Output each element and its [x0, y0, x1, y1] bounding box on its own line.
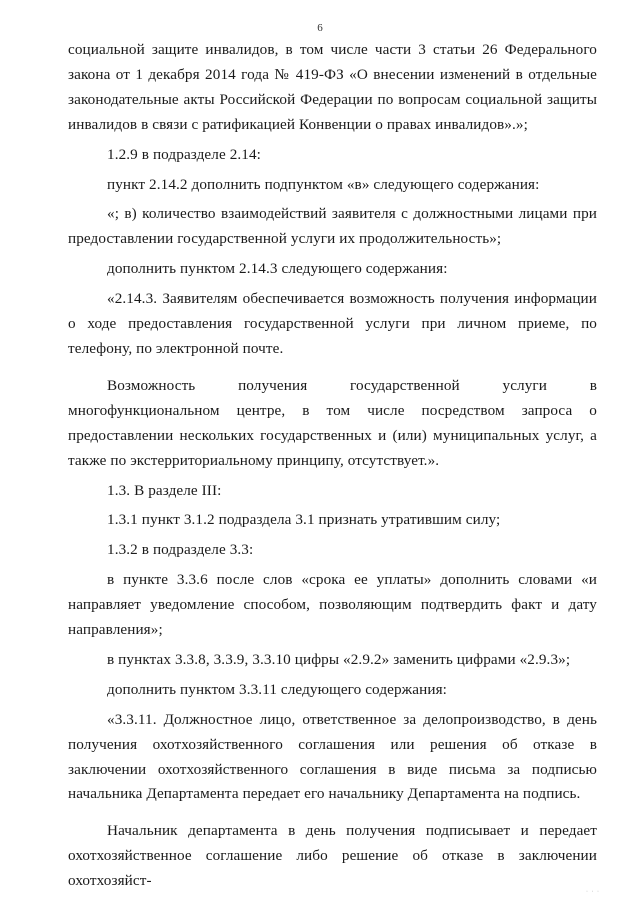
- paragraph-3-3-11: «3.3.11. Должностное лицо, ответственное за делопроизводство, в день получения охотхозяйственного соглашения или решения об отказе в заключении охотхозяйственного соглашения в виде письма за подписью начальника Департамента передает его начальнику Департамента на подпись.: [68, 710, 597, 803]
- paragraph-3-3-6: в пункте 3.3.6 после слов «срока ее уплаты» дополнить словами «и направляет уведомление способом, позволяющим подтвердить факт и дату направления»;: [68, 571, 597, 639]
- scan-artifact: · · ·: [586, 889, 600, 895]
- paragraph-2-14-3: «2.14.3. Заявителям обеспечивается возможность получения информации о ходе предоставления государственной услуги при личном приеме, по телефону, по электронной почте.: [68, 290, 597, 357]
- paragraph-1-3-1: 1.3.1 пункт 3.1.2 подраздела 3.1 признать утратившим силу;: [107, 511, 501, 529]
- paragraph-head-of-department: Начальник департамента в день получения подписывает и передает охотхозяйственное соглашение либо решение об отказе в заключении охотхозяйст-: [68, 822, 597, 890]
- paragraph-add-2-14-3: дополнить пунктом 2.14.3 следующего содержания:: [107, 260, 448, 278]
- paragraph-2-14-2: пункт 2.14.2 дополнить подпунктом «в» следующего содержания:: [107, 175, 540, 193]
- paragraph-3-3-8: в пунктах 3.3.8, 3.3.9, 3.3.10 цифры «2.9.2» заменить цифрами «2.9.3»;: [107, 650, 571, 668]
- document-body: [68, 38, 597, 894]
- paragraph-add-3-3-11: дополнить пунктом 3.3.11 следующего содержания:: [107, 680, 447, 698]
- paragraph-1-2-9: 1.2.9 в подразделе 2.14:: [107, 145, 261, 163]
- page-number: 6: [317, 22, 323, 34]
- paragraph-continuation: социальной защите инвалидов, в том числе части 3 статьи 26 Федерального закона от 1 декабря 2014 года № 419-ФЗ «О внесении изменений в отдельные законодательные акты Российской Федерации по вопросам социальной защиты инвалидов в связи с ратификацией Конвенции о правах инвалидов».»;: [68, 41, 597, 133]
- paragraph-subitem-v: «; в) количество взаимодействий заявителя с должностными лицами при предоставлении государственной услуги их продолжительность»;: [68, 205, 597, 248]
- paragraph-mfc: Возможность получения государственной услуги в многофункциональном центре, в том числе посредством запроса о предоставлении нескольких государственных и (или) муниципальных услуг, а также по экстерриториальному принципу, отсутствует.».: [68, 376, 597, 469]
- paragraph-1-3: 1.3. В разделе III:: [107, 481, 222, 499]
- paragraph-1-3-2: 1.3.2 в подразделе 3.3:: [107, 541, 254, 559]
